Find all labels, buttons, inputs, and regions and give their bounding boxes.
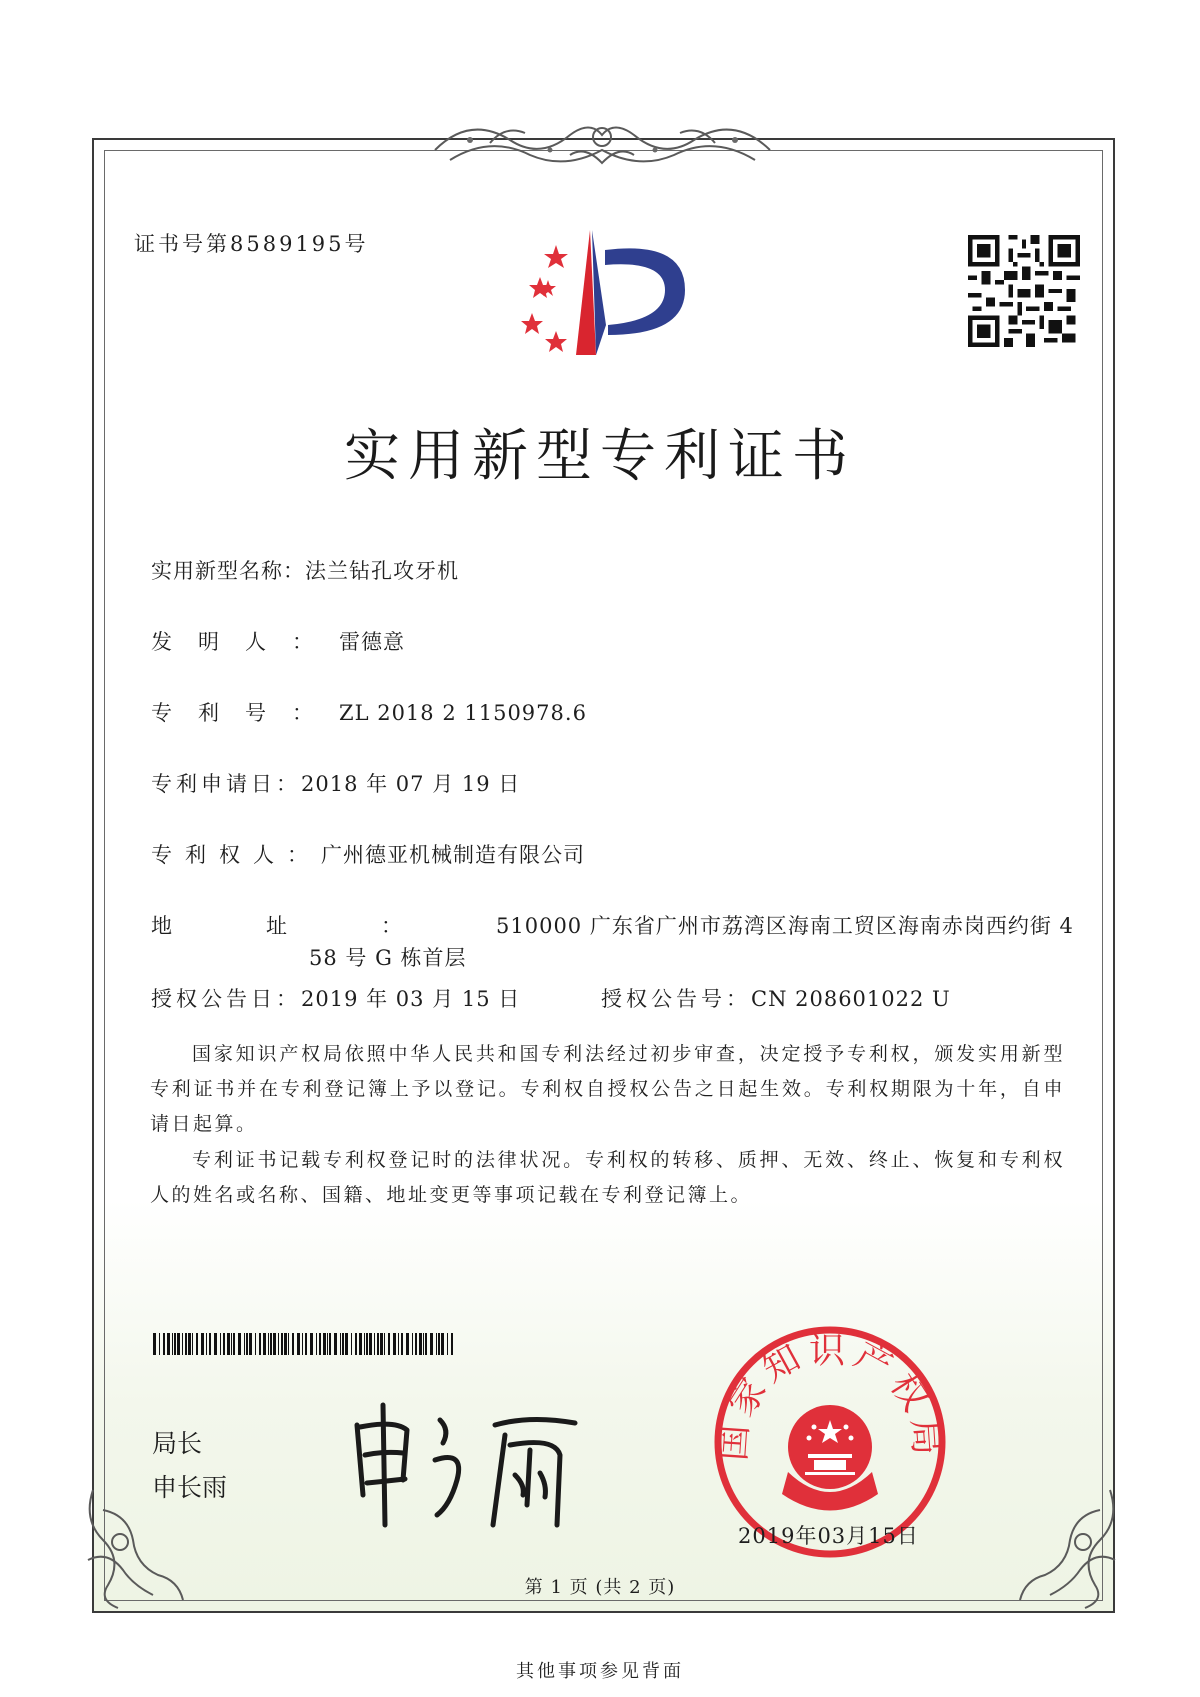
label-grant-number: 授权公告号： [601, 987, 751, 1011]
barcode-icon [153, 1333, 453, 1355]
value-grant-date: 2019 年 03 月 15 日 [301, 987, 521, 1011]
page-indicator: 第 1 页 (共 2 页) [524, 1577, 676, 1598]
value-patentee: 广州德亚机械制造有限公司 [321, 843, 585, 867]
label-grant-date: 授权公告日： [151, 987, 301, 1011]
label-inventor: 发明人： [151, 630, 339, 654]
signatory-name: 申长雨 [152, 1473, 228, 1502]
top-ornament-icon [430, 105, 775, 180]
label-utility-model-name: 实用新型名称： [151, 559, 305, 583]
value-address-line2: 58 号 G 栋首层 [309, 946, 467, 970]
seal-date: 2019年03月15日 [738, 1524, 919, 1548]
certificate-inner-border [104, 150, 1103, 1601]
field-inventor [151, 626, 405, 656]
label-filing-date: 专利申请日： [151, 772, 301, 796]
svg-text:国家知识产权局: 国家知识产权局 [712, 1330, 948, 1463]
field-address [151, 910, 1074, 940]
footer-note: 其他事项参见背面 [516, 1661, 684, 1682]
field-utility-model-name [151, 555, 459, 585]
label-address: 地址： [151, 914, 496, 938]
field-filing-date [151, 768, 520, 798]
signatory-title: 局长 [152, 1429, 203, 1458]
field-patentee [151, 839, 585, 869]
field-patent-number [151, 697, 587, 727]
value-utility-model-name: 法兰钻孔攻牙机 [305, 559, 459, 583]
field-grant-date [151, 983, 520, 1013]
value-inventor: 雷德意 [339, 630, 405, 654]
field-grant-number [601, 983, 951, 1013]
certificate-number: 证书号第8589195号 [134, 232, 369, 256]
cnipa-logo-icon [520, 225, 705, 365]
value-address-line1: 510000 广东省广州市荔湾区海南工贸区海南赤岗西约街 4 [496, 914, 1074, 938]
certificate-title: 实用新型专利证书 [344, 424, 856, 489]
label-patent-number: 专利号： [151, 701, 339, 725]
value-grant-number: CN 208601022 U [751, 987, 951, 1011]
paragraph-legal-status: 专利证书记载专利权登记时的法律状况。专利权的转移、质押、无效、终止、恢复和专利权人的姓名或名称、国籍、地址变更等事项记载在专利登记簿上。 [150, 1149, 1065, 1206]
qr-code-icon [968, 235, 1080, 347]
paragraph-grant-statement: 国家知识产权局依照中华人民共和国专利法经过初步审查，决定授予专利权，颁发实用新型专利证书并在专利登记簿上予以登记。专利权自授权公告之日起生效。专利权期限为十年，自申请日起算。 [150, 1043, 1065, 1135]
value-filing-date: 2018 年 07 月 19 日 [301, 772, 521, 796]
label-patentee: 专利权人： [151, 843, 321, 867]
value-patent-number: ZL 2018 2 1150978.6 [339, 701, 587, 725]
handwritten-signature-icon [345, 1385, 595, 1535]
